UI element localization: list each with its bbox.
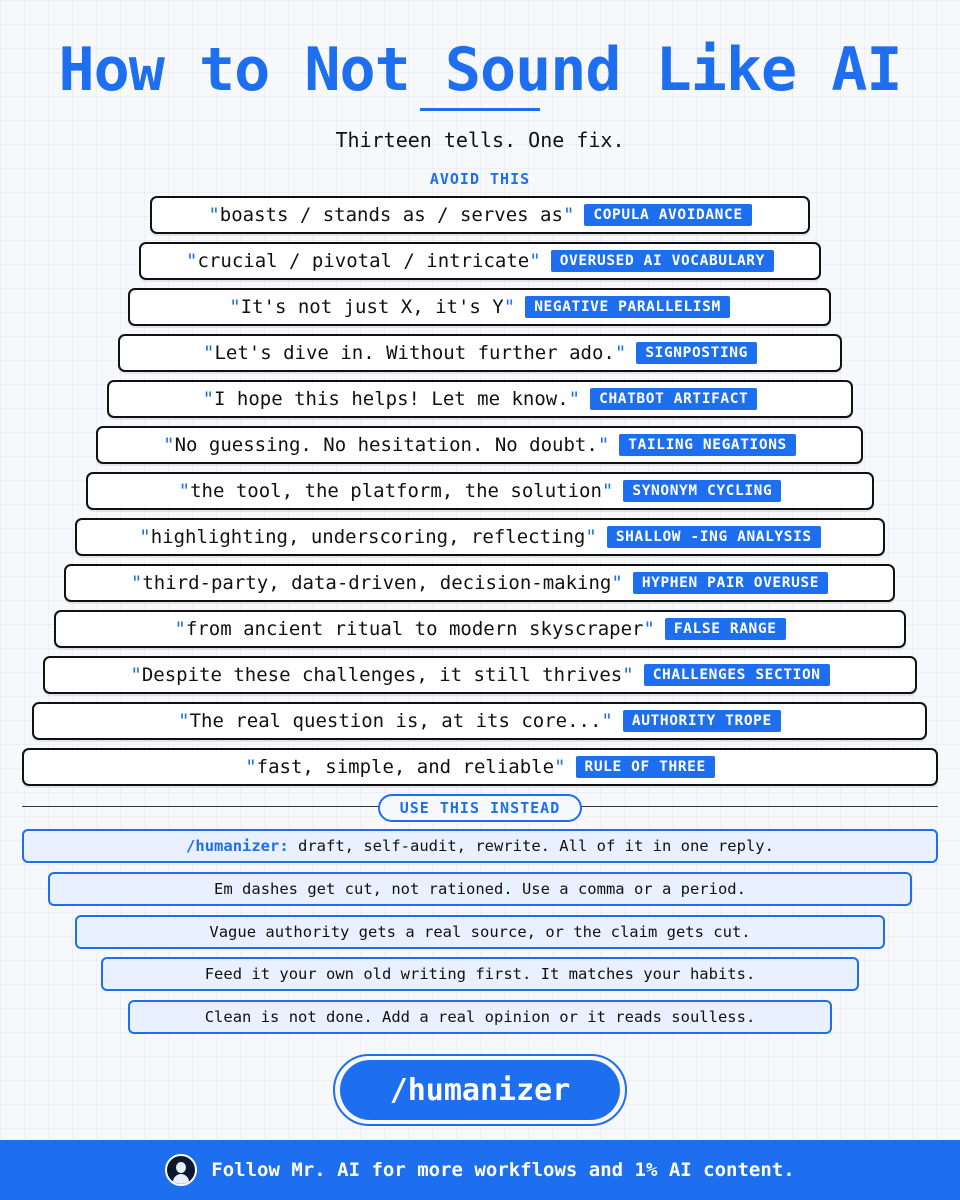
tell-row xyxy=(118,334,842,372)
subtitle: Thirteen tells. One fix. xyxy=(335,128,625,152)
tell-tag: COPULA AVOIDANCE xyxy=(584,204,751,226)
tell-row xyxy=(64,564,895,602)
tell-phrase: third-party, data-driven, decision-making xyxy=(142,572,612,594)
tell-tag: RULE OF THREE xyxy=(576,756,715,778)
tell-phrase: I hope this helps! Let me know. xyxy=(214,388,569,410)
tell-row xyxy=(128,288,831,326)
open-quote: " xyxy=(163,434,175,456)
title-underline xyxy=(420,108,540,111)
footer-text: Follow Mr. AI for more workflows and 1% AI content. xyxy=(211,1159,795,1181)
open-quote: " xyxy=(208,204,220,226)
tell-row xyxy=(54,610,906,648)
page-title: How to Not Sound Like AI xyxy=(58,35,902,105)
close-quote: " xyxy=(562,204,575,226)
tell-phrase: Despite these challenges, it still thrives xyxy=(141,664,623,686)
fix-text: Feed it your own old writing first. It matches your habits. xyxy=(204,965,756,983)
close-quote: " xyxy=(601,710,613,732)
tell-row xyxy=(86,472,874,510)
fix-row xyxy=(75,915,885,949)
tell-row xyxy=(43,656,917,694)
close-quote: " xyxy=(601,480,614,502)
open-quote: " xyxy=(178,710,190,732)
fix-row xyxy=(128,1000,832,1034)
tell-phrase: from ancient ritual to modern skyscraper xyxy=(185,618,644,640)
tell-tag: OVERUSED AI VOCABULARY xyxy=(551,250,774,272)
tell-row xyxy=(150,196,810,234)
close-quote: " xyxy=(611,572,623,594)
avoid-section-label: AVOID THIS xyxy=(429,170,531,188)
fix-text: draft, self-audit, rewrite. All of it in one reply. xyxy=(288,837,774,855)
close-quote: " xyxy=(597,434,610,456)
avatar-head xyxy=(176,1162,186,1173)
open-quote: " xyxy=(178,480,191,502)
fix-text: Em dashes get cut, not rationed. Use a comma or a period. xyxy=(214,880,746,898)
tell-row xyxy=(139,242,821,280)
close-quote: " xyxy=(585,526,597,548)
open-quote: " xyxy=(203,342,215,364)
tell-row xyxy=(22,748,938,786)
tell-phrase: No guessing. No hesitation. No doubt. xyxy=(174,434,598,456)
fix-row xyxy=(101,957,859,991)
close-quote: " xyxy=(643,618,655,640)
close-quote: " xyxy=(614,342,627,364)
open-quote: " xyxy=(174,618,186,640)
tell-phrase: The real question is, at its core... xyxy=(189,710,602,732)
tell-phrase: highlighting, underscoring, reflecting xyxy=(150,526,586,548)
user-avatar-icon xyxy=(165,1154,197,1186)
tell-phrase: boasts / stands as / serves as xyxy=(219,204,563,226)
tell-tag: SYNONYM CYCLING xyxy=(623,480,781,502)
tell-tag: SIGNPOSTING xyxy=(636,342,757,364)
tell-tag: FALSE RANGE xyxy=(665,618,786,640)
open-quote: " xyxy=(186,250,198,272)
tell-tag: AUTHORITY TROPE xyxy=(623,710,781,732)
footer-bar xyxy=(0,1140,960,1200)
open-quote: " xyxy=(130,572,143,594)
tell-tag: CHALLENGES SECTION xyxy=(644,664,830,686)
tell-phrase: It's not just X, it's Y xyxy=(240,296,504,318)
tell-tag: SHALLOW -ING ANALYSIS xyxy=(607,526,821,548)
open-quote: " xyxy=(245,756,257,778)
open-quote: " xyxy=(130,664,142,686)
tell-phrase: fast, simple, and reliable xyxy=(256,756,555,778)
close-quote: " xyxy=(503,296,516,318)
tell-row xyxy=(96,426,863,464)
close-quote: " xyxy=(568,388,581,410)
tell-tag: HYPHEN PAIR OVERUSE xyxy=(633,572,828,594)
tell-tag: NEGATIVE PARALLELISM xyxy=(525,296,730,318)
fix-text: Vague authority gets a real source, or the claim gets cut. xyxy=(209,923,751,941)
close-quote: " xyxy=(529,250,541,272)
humanizer-button[interactable]: /humanizer xyxy=(340,1060,620,1120)
fix-text: Clean is not done. Add a real opinion or it reads soulless. xyxy=(204,1008,756,1026)
tell-row xyxy=(107,380,853,418)
close-quote: " xyxy=(554,756,566,778)
tell-phrase: Let's dive in. Without further ado. xyxy=(214,342,615,364)
use-instead-label: USE THIS INSTEAD xyxy=(378,794,582,822)
tell-tag: CHATBOT ARTIFACT xyxy=(590,388,757,410)
tell-phrase: crucial / pivotal / intricate xyxy=(197,250,530,272)
tell-row xyxy=(32,702,927,740)
fix-row xyxy=(48,872,912,906)
open-quote: " xyxy=(202,388,215,410)
tell-tag: TAILING NEGATIONS xyxy=(619,434,796,456)
close-quote: " xyxy=(622,664,634,686)
open-quote: " xyxy=(229,296,241,318)
tell-row xyxy=(75,518,885,556)
fix-row-humanizer xyxy=(22,829,938,863)
humanizer-command: /humanizer: xyxy=(186,837,289,855)
tell-phrase: the tool, the platform, the solution xyxy=(190,480,602,502)
open-quote: " xyxy=(139,526,151,548)
avatar-shoulders xyxy=(173,1174,189,1186)
